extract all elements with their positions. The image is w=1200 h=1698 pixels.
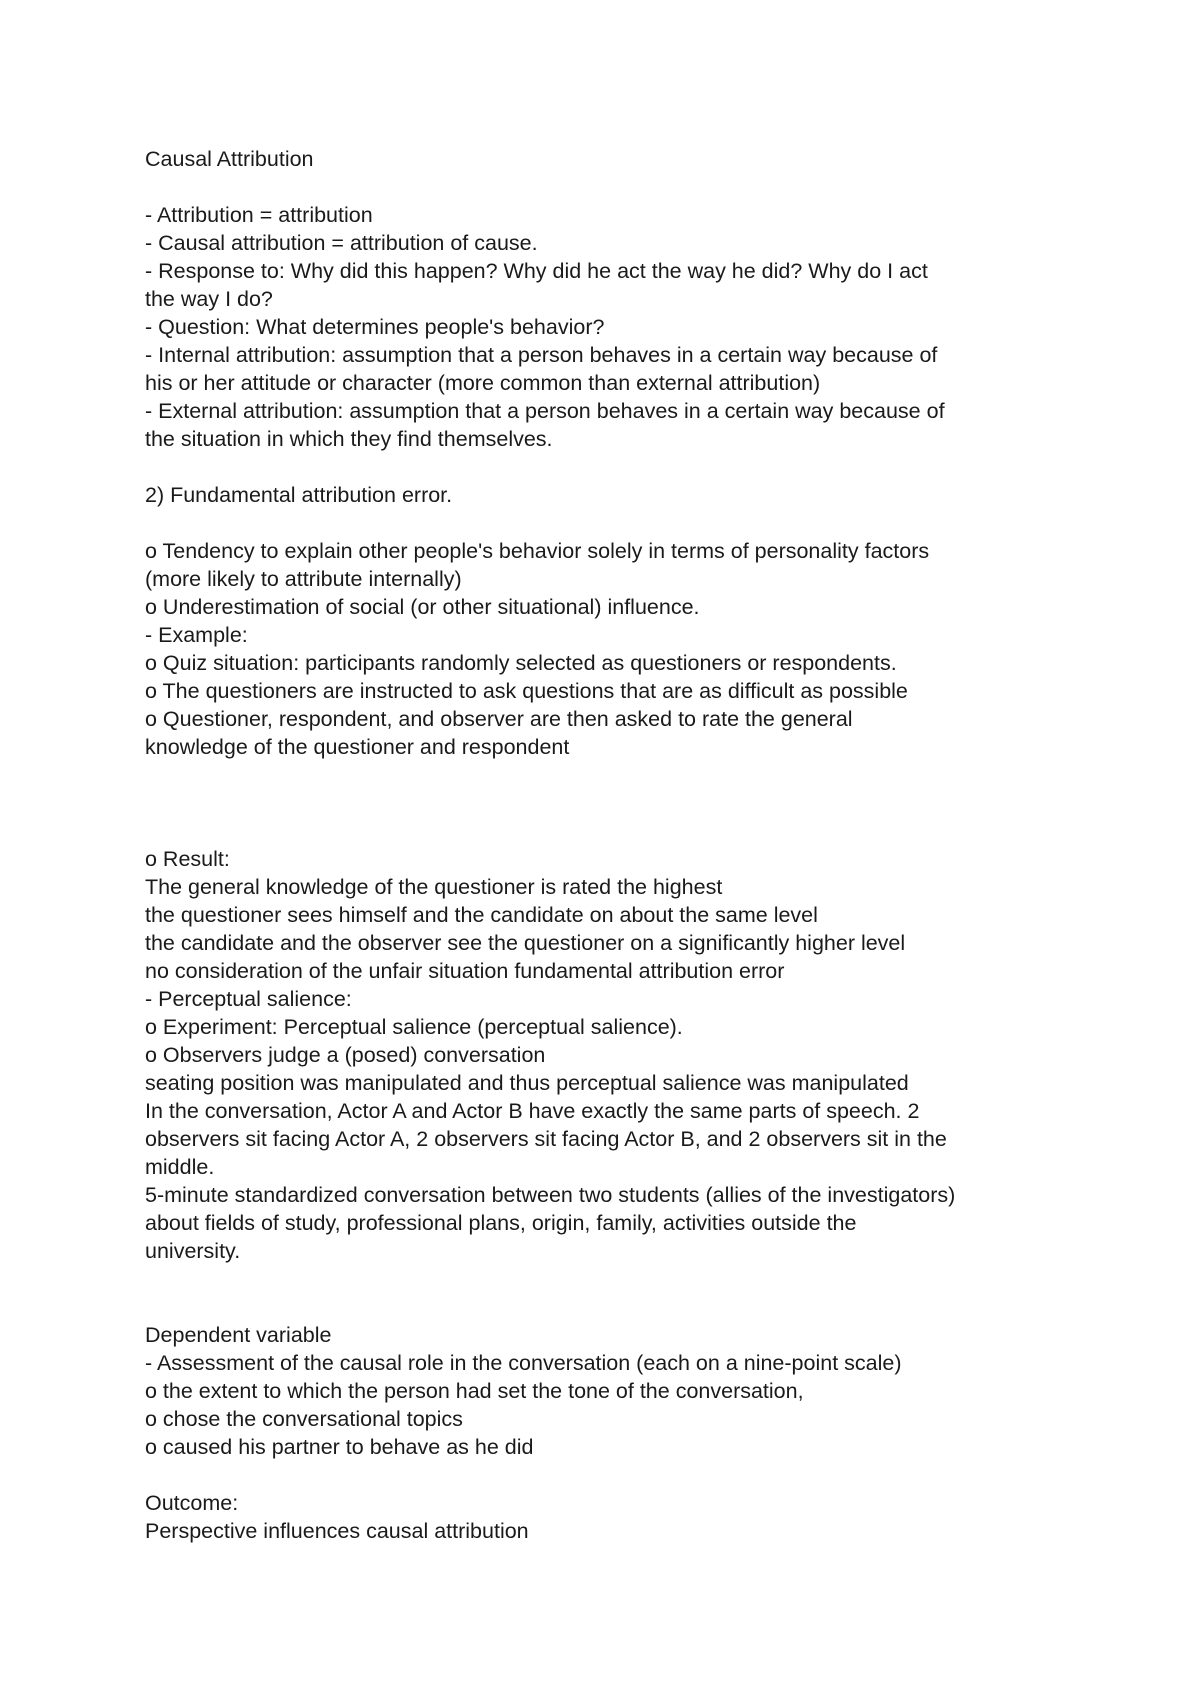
text-line: o the extent to which the person had set the tone of the conversation, — [145, 1379, 804, 1403]
text-line: - Response to: Why did this happen? Why did he act the way he did? Why do I act — [145, 259, 928, 283]
text-line: Outcome: — [145, 1491, 239, 1515]
text-line: (more likely to attribute internally) — [145, 567, 462, 591]
text-line: - Perceptual salience: — [145, 987, 352, 1011]
text-line: o caused his partner to behave as he did — [145, 1435, 534, 1459]
text-line: no consideration of the unfair situation fundamental attribution error — [145, 959, 785, 983]
fundamental-error-section — [145, 537, 1075, 761]
text-line: o Result: — [145, 847, 230, 871]
text-line: - Internal attribution: assumption that a person behaves in a certain way because of — [145, 343, 938, 367]
text-line: the situation in which they find themselves. — [145, 427, 553, 451]
document-title: Causal Attribution — [145, 147, 314, 171]
text-line: Dependent variable — [145, 1323, 332, 1347]
text-line: The general knowledge of the questioner is rated the highest — [145, 875, 723, 899]
text-line: - External attribution: assumption that a person behaves in a certain way because of — [145, 399, 945, 423]
text-line: - Example: — [145, 623, 248, 647]
text-line: o Experiment: Perceptual salience (perceptual salience). — [145, 1015, 683, 1039]
intro-section — [145, 201, 1075, 453]
text-line: o Quiz situation: participants randomly selected as questioners or respondents. — [145, 651, 897, 675]
text-line: In the conversation, Actor A and Actor B have exactly the same parts of speech. 2 — [145, 1099, 920, 1123]
text-line: university. — [145, 1239, 241, 1263]
text-line: 5-minute standardized conversation between two students (allies of the investigators) — [145, 1183, 956, 1207]
text-line: - Question: What determines people's behavior? — [145, 315, 605, 339]
text-line: o chose the conversational topics — [145, 1407, 463, 1431]
text-line: o Tendency to explain other people's behavior solely in terms of personality factors — [145, 539, 930, 563]
text-line: his or her attitude or character (more common than external attribution) — [145, 371, 821, 395]
text-line: about fields of study, professional plans, origin, family, activities outside the — [145, 1211, 857, 1235]
text-line: - Assessment of the causal role in the conversation (each on a nine-point scale) — [145, 1351, 902, 1375]
section-heading: 2) Fundamental attribution error. — [145, 483, 453, 507]
document-body — [145, 145, 1075, 1545]
text-line: - Causal attribution = attribution of cause. — [145, 231, 538, 255]
text-line: o Underestimation of social (or other situational) influence. — [145, 595, 700, 619]
text-line: the way I do? — [145, 287, 273, 311]
text-line: o The questioners are instructed to ask questions that are as difficult as possible — [145, 679, 908, 703]
text-line: - Attribution = attribution — [145, 203, 373, 227]
text-line: the questioner sees himself and the candidate on about the same level — [145, 903, 818, 927]
dependent-variable-section — [145, 1321, 1075, 1461]
text-line: Perspective influences causal attribution — [145, 1519, 529, 1543]
text-line: observers sit facing Actor A, 2 observers sit facing Actor B, and 2 observers sit in the — [145, 1127, 947, 1151]
text-line: o Observers judge a (posed) conversation — [145, 1043, 546, 1067]
text-line: knowledge of the questioner and respondent — [145, 735, 570, 759]
text-line: seating position was manipulated and thus perceptual salience was manipulated — [145, 1071, 909, 1095]
text-line: the candidate and the observer see the questioner on a significantly higher level — [145, 931, 906, 955]
outcome-section — [145, 1489, 1075, 1545]
result-section — [145, 845, 1075, 1265]
text-line: middle. — [145, 1155, 215, 1179]
text-line: o Questioner, respondent, and observer are then asked to rate the general — [145, 707, 853, 731]
